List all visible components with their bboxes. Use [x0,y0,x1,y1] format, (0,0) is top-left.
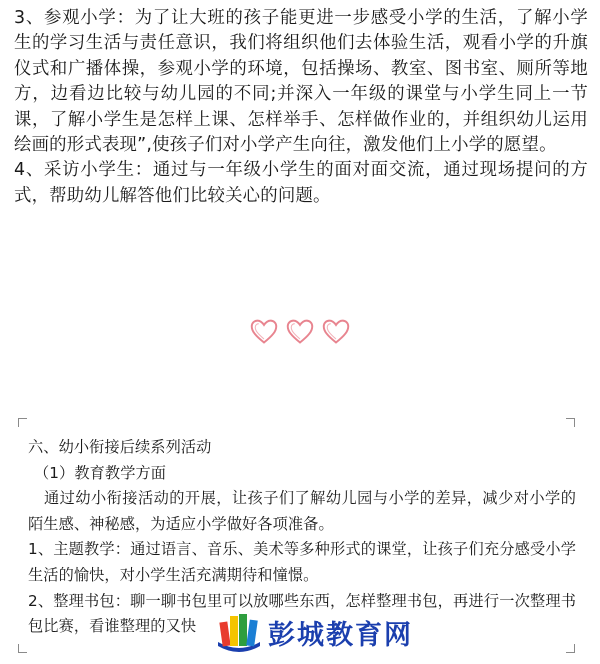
page-corner-mark [566,644,575,653]
section-subheading: （1）教育教学方面 [34,463,167,482]
page-corner-mark [18,418,27,427]
heart-icon [250,318,278,346]
page-corner-mark [566,418,575,427]
books-logo-icon [214,608,264,656]
section-heading: 六、幼小衔接后续系列活动 [28,438,212,456]
paragraph-item-1: 1、主题教学：通过语言、音乐、美术等多种形式的课堂，让孩子们充分感受小学生活的愉快，对小学生活充满期待和憧憬。 [28,540,576,584]
paragraph-item-4: 4、采访小学生：通过与一年级小学生的面对面交流，通过现场提问的方式，帮助幼儿解答他们比较关心的问题。 [14,160,588,206]
watermark-text: 彭城教育网 [268,619,413,651]
heart-icon [286,318,314,346]
paragraph-intro: 通过幼小衔接活动的开展，让孩子们了解幼儿园与小学的差异，减少对小学的陌生感、神秘感，为适应小学做好各项准备。 [28,489,576,533]
page-corner-mark [18,644,27,653]
three-hearts-icon [250,318,350,352]
paragraph-item-3: 3、参观小学：为了让大班的孩子能更进一步感受小学的生活，了解小学生的学习生活与责任意识，我们将组织他们去体验生活，观看小学的升旗仪式和广播体操，参观小学的环境，包括操场、教室、图书室、厕所等地方，边看边比较与幼儿园的不同;并深入一年级的课堂与小学生同上一节课，了解小学生是怎样上课、怎样举手、怎样做作业的，并组织幼儿运用绘画的形式表现”,使孩子们对小学产生向往，激发他们上小学的愿望。 [14,8,588,156]
top-section [14,6,588,209]
heart-icon [322,318,350,346]
watermark [214,608,413,656]
paragraph-item-2: 2、整理书包：聊一聊书包里可以放哪些东西，怎样整理书包，再进行一次整理书包比赛，看谁整理的又快 [28,591,576,636]
